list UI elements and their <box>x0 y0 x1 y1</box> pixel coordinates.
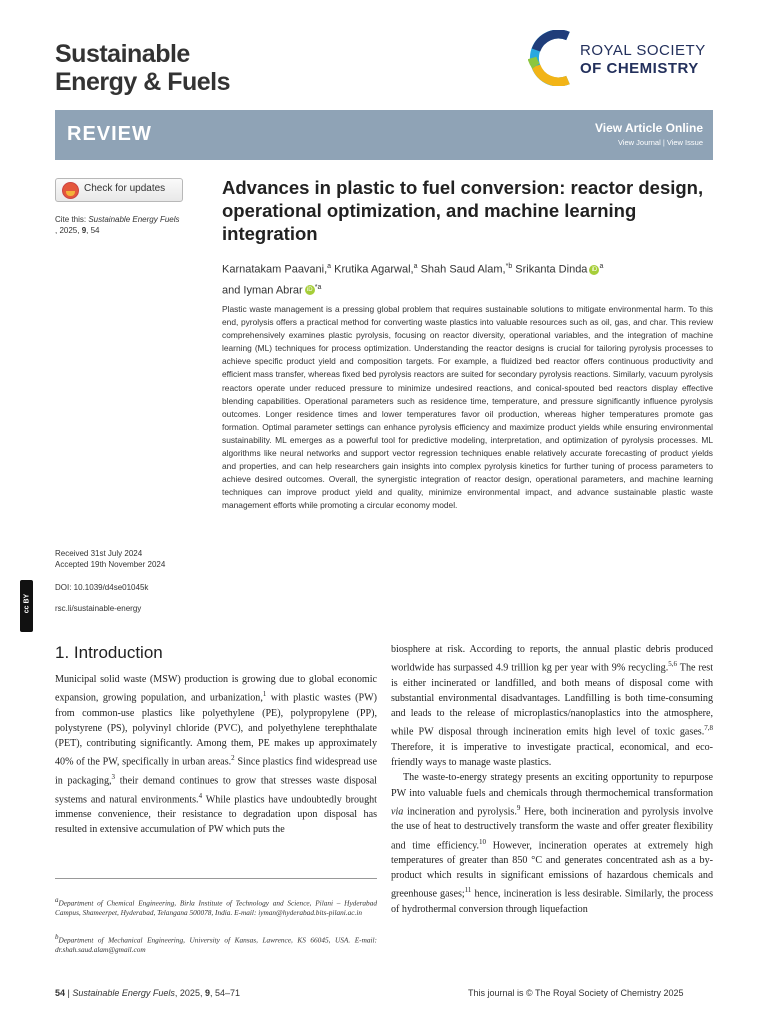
body-column-right <box>391 642 713 917</box>
article-title: Advances in plastic to fuel conversion: reactor design, operational optimization, and machine learning integration <box>222 177 704 244</box>
doi[interactable]: DOI: 10.1039/d4se01045k <box>55 583 149 592</box>
orcid-icon[interactable]: iD <box>589 265 599 275</box>
section-heading: 1. Introduction <box>55 643 163 662</box>
journal-title: Sustainable Energy & Fuels <box>55 40 230 96</box>
cc-by-license-icon[interactable]: cc BY <box>20 580 33 632</box>
paragraph: biosphere at risk. According to reports, the annual plastic debris produced worldwide has surpassed 4.9 trillion kg per year with 9% recycling.$^{5,6}$ The rest is either incinerated or landfilled, and both means of disposal come with substantial environmental disadvantages. Landfilling is both time-consuming and leads to the release of microplastics/nanoplastics into the atmosphere, while PW disposal through incineration emits high level of toxic gases.$^{7,8}$ Therefore, it is imperative to investigate practical, economical, and eco-friendly ways to manage waste plastics. <box>391 644 713 769</box>
journal-link[interactable]: rsc.li/sustainable-energy <box>55 604 142 613</box>
citation: Cite this: Sustainable Energy Fuels , 2025, 9, 54 <box>55 215 180 235</box>
publisher-line1: ROYAL SOCIETY <box>580 42 706 59</box>
body-column-left: Municipal solid waste (MSW) production is growing due to global economic expansion, growing population, and urbanization,$^1$ with plastic wastes (PW) from common-use plastics like polyethylene (PE), polypropylene (PP), polystyrene (PS), polyvinyl chloride (PVC), and polyethylene terephthalate (PET), contributing significantly. Among them, PE makes up approximately 40% of the PW, specifically in urban areas.$^2$ Since plastics find widespread use in packaging,$^3$ their demand continues to grow that stresses waste disposal systems and natural environments.$^4$ While plastics have undoubtedly brought immense convenience, their resistance to degradation upon disposal has resulted in extensive accumulation of PW which puts the <box>55 674 378 836</box>
page-footer-left: 54 | Sustainable Energy Fuels, 2025, 9, 54–71 <box>55 988 240 998</box>
rsc-logo-icon <box>528 30 578 86</box>
page-footer-right: This journal is © The Royal Society of Chemistry 2025 <box>468 988 684 998</box>
paragraph: The waste-to-energy strategy presents an exciting opportunity to repurpose PW into valuable fuels and chemicals through thermochemical transformation via incineration and pyrolysis.$^9$ Here, both incineration and pyrolysis involve the use of heat to destructively transform the waste and offer greater flexibility and time efficiency.$^{10}$ However, incineration operates at extremely high temperatures of greater than 850 °C and generates concentrated ash as a by-product which results in significant emissions of hazardous chemicals and greenhouse gases;$^{11}$ hence, incineration is less desirable. Similarly, the process of hydrothermal conversion through liquefaction <box>391 772 713 916</box>
footnote-divider <box>55 878 377 879</box>
view-journal-issue-links[interactable]: View Journal | View Issue <box>617 138 703 147</box>
check-for-updates-label: Check for updates <box>84 183 166 194</box>
article-dates: Received 31st July 2024 Accepted 19th November 2024 <box>55 549 166 569</box>
orcid-icon[interactable]: iD <box>305 285 315 295</box>
footnote-affiliation-a: $^a$Department of Chemical Engineering, Birla Institute of Technology and Science, Pilani – Hyderabad Campus, Shameerpet, Hyderabad, Telangana 500078, India. E-mail: iyman@hyderabad.bits-pilani.ac.in <box>55 896 377 918</box>
publisher-line2: OF CHEMISTRY <box>580 60 699 77</box>
check-for-updates-button[interactable] <box>55 178 183 202</box>
view-article-online-link[interactable]: View Article Online <box>594 121 703 135</box>
article-type: REVIEW <box>67 123 152 145</box>
article-type-banner <box>55 110 713 160</box>
author-list: Karnatakam Paavani,$^a$ Krutika Agarwal,$^a$ Shah Saud Alam,$^{*b}$ Srikanta Dinda iD $^a$ and Iyman Abrar iD $^{*a}$ <box>222 263 604 297</box>
crossmark-icon <box>62 182 79 199</box>
footnote-affiliation-b: $^b$Department of Mechanical Engineering, University of Kansas, Lawrence, KS 66045, USA. E-mail: dr.shah.saud.alam@gmail.com <box>55 933 377 955</box>
abstract: Plastic waste management is a pressing global problem that requires sustainable solutions to mitigate environmental harm. To this end, pyrolysis offers a practical method for converting waste plastics into valuable resources such as oil, gas, and char. This review comprehensively examines plastic pyrolysis, focusing on reactor diversity, operational variables, and the integration of machine learning (ML) techniques for process optimization. Understanding the reactor designs is crucial for tailoring pyrolysis processes to achieve specific product yield and composition targets. For example, a fluidized bed reactor offers continuous productivity and efficient mass transfer, whereas fixed bed pyrolysis reactors are suited for secondary pyrolysis reactions. Similarly, vacuum pyrolysis reactors operate under reduced pressure to minimize undesired reactions, and conical-spouted bed reactors display effective blending capabilities. Operational parameters such as residence time, temperature, and pressure significantly influence pyrolysis outcomes. Longer residence times and lower temperatures favor oil production, whereas higher temperatures promote gas formation. Optimal parameter settings can enhance pyrolysis efficiency and maximize product yields while ensuring environmental sustainability. ML emerges as a powerful tool for predictive modeling, interpretation, and optimization of pyrolysis processes. ML algorithms like neural networks and support vector regression techniques enable relatively accurate forecasting of product yields and properties, and can help researchers gain insights into complex pyrolysis kinetics for further tuning of process parameters to achieve desired outcomes. Overall, the synergistic integration of reactor design, operational parameters, and machine learning techniques can improve product yield and quality, minimize environmental impact, and advance sustainable plastic waste management efforts while promoting a circular economy model. <box>222 304 713 511</box>
